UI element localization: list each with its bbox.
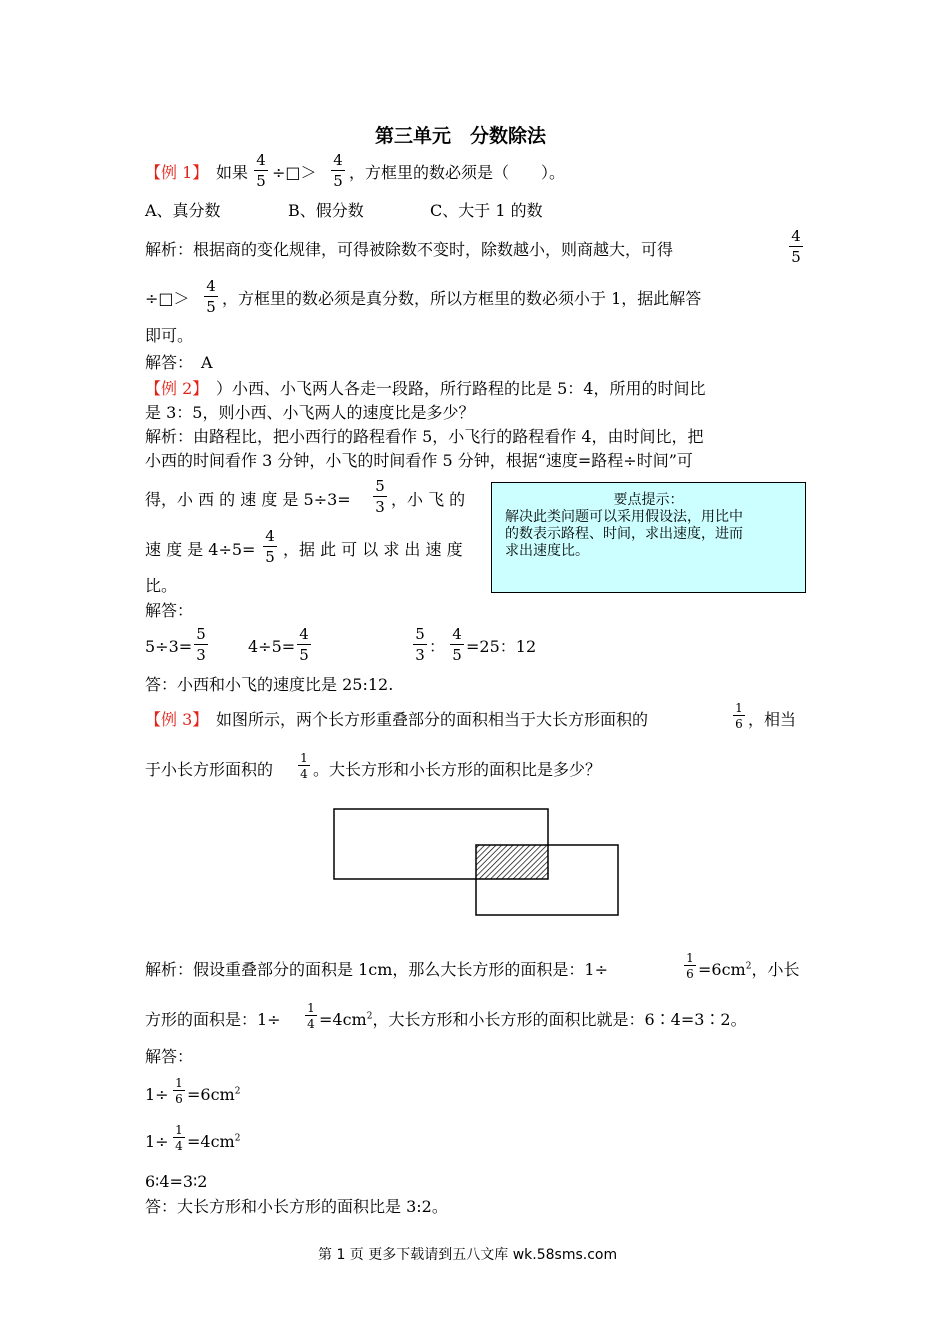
- ex3-step2b: $=4cm^2$: [187, 1132, 241, 1151]
- fraction: 4 5: [296, 627, 312, 663]
- page-footer: 第 1 页 更多下载请到五八文库 wk.58sms.com: [318, 1247, 618, 1263]
- fraction: 1 4: [305, 1002, 317, 1030]
- tip-title: 要点提示：: [613, 492, 684, 508]
- ex1-question-start: 如果: [216, 163, 249, 182]
- ex3-step1b: $=6cm^2$: [187, 1085, 241, 1104]
- ex1-question-end: ，方框里的数必须是（ ）。: [349, 163, 566, 182]
- fraction: 1 4: [298, 752, 310, 780]
- fraction: 4 5: [262, 529, 278, 565]
- ex2-final-answer: 答：小西和小飞的速度比是 25:12.: [145, 675, 394, 694]
- example-3-tag: 【例 3】: [145, 710, 209, 729]
- ex3-answer-label: 解答：: [145, 1047, 194, 1066]
- fraction: 1 6: [173, 1077, 185, 1105]
- ex3-q2: 于小长方形面积的: [145, 760, 274, 779]
- fraction: 4 5: [203, 279, 219, 315]
- fraction: 4 5: [253, 153, 269, 189]
- ex1-analysis-line1: 解析：根据商的变化规律，可得被除数不变时，除数越小，则商越大，可得: [145, 240, 674, 259]
- ex3-step2: 1÷: [145, 1132, 169, 1151]
- option-a: A、真分数: [145, 201, 221, 220]
- fraction: 5 3: [412, 627, 428, 663]
- ex2-line2: 是 3：5，则小西、小飞两人的速度比是多少？: [145, 403, 475, 422]
- ex2-line3: 解析：由路程比，把小西行的路程看作 5，小飞行的路程看作 4，由时间比，把: [145, 427, 704, 446]
- fraction: 4 5: [449, 627, 465, 663]
- ex3-analysis-line1b: $=6cm^2$，小长: [698, 960, 800, 979]
- ex2-line5b: ，小 飞 的: [391, 490, 466, 509]
- ex1-analysis-line3: 即可。: [145, 326, 194, 345]
- option-b: B、假分数: [288, 201, 364, 220]
- ex3-final-answer: 答：大长方形和小长方形的面积比是 3:2。: [145, 1197, 448, 1216]
- ex1-question-mid: ÷□＞: [272, 163, 317, 182]
- ex2-ratio-colon: ：: [429, 637, 446, 656]
- example-2-tag: 【例 2】: [145, 379, 209, 398]
- ex1-analysis-line2a: ÷□＞: [145, 289, 190, 308]
- ex2-line1: ）小西、小飞两人各走一段路，所行路程的比是 5：4，所用的时间比: [216, 379, 706, 398]
- overlap-rectangles-figure: [320, 800, 630, 925]
- page-title: 第三单元 分数除法: [375, 125, 547, 147]
- fraction: 1 6: [684, 952, 696, 980]
- ex3-q2b: 。大长方形和小长方形的面积比是多少？: [313, 760, 602, 779]
- ex3-analysis-line2: 方形的面积是：1÷: [145, 1010, 281, 1029]
- ex1-analysis-line2b: ，方框里的数必须是真分数，所以方框里的数必须小于 1，据此解答: [222, 289, 702, 308]
- fraction: 1 6: [733, 702, 745, 730]
- example-1-tag: 【例 1】: [145, 163, 209, 182]
- fraction: 4 5: [330, 153, 346, 189]
- ex3-q1b: ，相当: [748, 710, 797, 729]
- ex3-step1: 1÷: [145, 1085, 169, 1104]
- ex1-answer: 解答： A: [145, 353, 213, 372]
- ex2-line5a: 得，小 西 的 速 度 是 5÷3=: [145, 490, 351, 509]
- fraction: 4 5: [788, 229, 804, 265]
- fraction: 1 4: [173, 1124, 185, 1152]
- ex2-line7: 比。: [145, 576, 178, 595]
- ex2-line6b: ，据 此 可 以 求 出 速 度: [283, 540, 463, 559]
- ex2-line6a: 速 度 是 4÷5=: [145, 540, 256, 559]
- ex3-analysis-line1: 解析：假设重叠部分的面积是 1cm，那么大长方形的面积是：1÷: [145, 960, 608, 979]
- ex2-answer-label: 解答：: [145, 601, 194, 620]
- tip-line: 解决此类问题可以采用假设法，用比中: [505, 509, 743, 525]
- tip-line: 求出速度比。: [505, 543, 589, 559]
- ex2-ratio-result: =25：12: [466, 637, 537, 656]
- ex2-calc2: 4÷5=: [248, 637, 296, 656]
- fraction: 5 3: [372, 479, 388, 515]
- overlap-region: [476, 845, 548, 879]
- ex3-step3: 6∶4=3∶2: [145, 1172, 208, 1191]
- fraction: 5 3: [193, 627, 209, 663]
- option-c: C、大于 1 的数: [430, 201, 543, 220]
- ex3-analysis-line2b: $=4cm^2$，大长方形和小长方形的面积比就是：6∶4=3∶2。: [319, 1010, 747, 1029]
- tip-box: [491, 482, 806, 593]
- ex3-q1: 如图所示，两个长方形重叠部分的面积相当于大长方形面积的: [216, 710, 649, 729]
- ex2-line4: 小西的时间看作 3 分钟，小飞的时间看作 5 分钟，根据“速度=路程÷时间”可: [145, 451, 693, 470]
- ex2-calc1: 5÷3=: [145, 637, 193, 656]
- tip-line: 的数表示路程、时间，求出速度，进而: [505, 526, 743, 542]
